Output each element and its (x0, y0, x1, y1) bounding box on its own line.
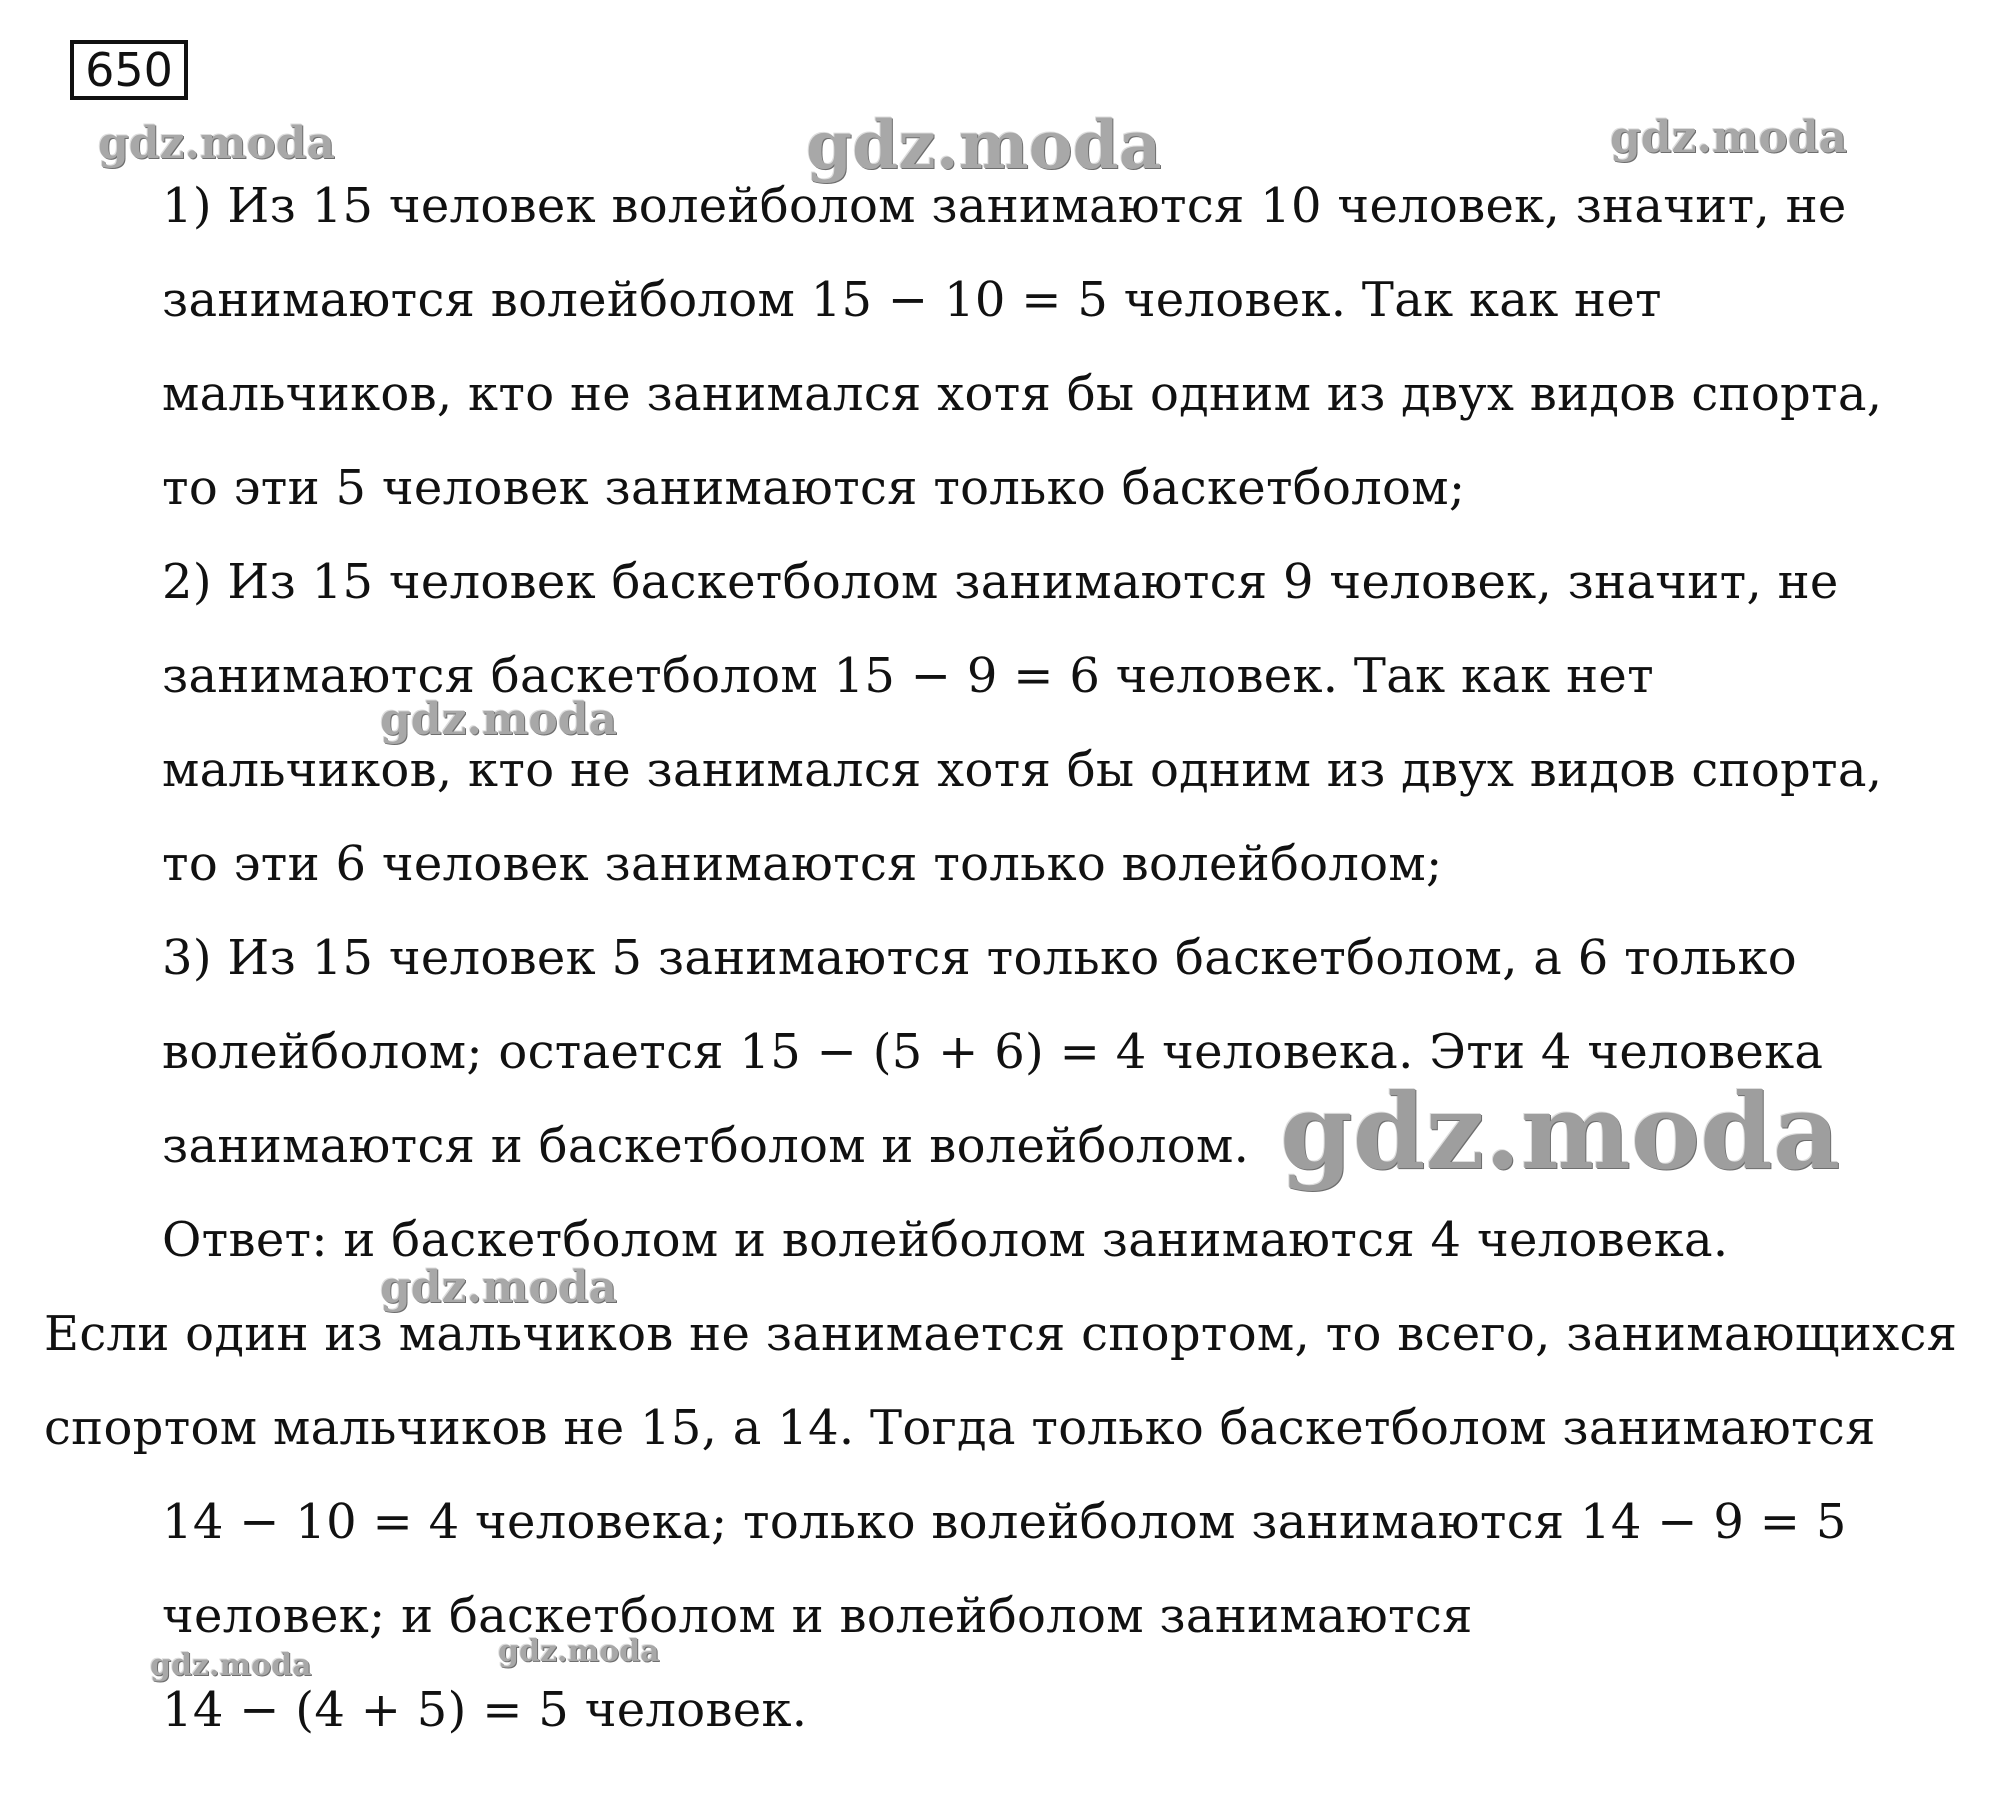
solution-line: то эти 6 человек занимаются только волейболом; (162, 836, 1443, 892)
watermark-logo: gdz.moda (380, 1262, 618, 1313)
watermark-logo: gdz.moda (1280, 1070, 1841, 1193)
watermark-logo: gdz.moda (806, 106, 1162, 184)
watermark-logo: gdz.moda (380, 694, 618, 745)
task-number-box: 650 (70, 40, 188, 100)
solution-line: волейболом; остается 15 − (5 + 6) = 4 человека. Эти 4 человека (162, 1024, 1824, 1080)
solution-line: 2) Из 15 человек баскетболом занимаются 9 человек, значит, не (162, 554, 1839, 610)
solution-line: 14 − 10 = 4 человека; только волейболом занимаются 14 − 9 = 5 (162, 1494, 1847, 1550)
solution-line: занимаются волейболом 15 − 10 = 5 человек. Так как нет (162, 272, 1662, 328)
watermark-logo: gdz.moda (498, 1634, 660, 1669)
solution-line: спортом мальчиков не 15, а 14. Тогда только баскетболом занимаются (44, 1400, 1876, 1456)
watermark-logo: gdz.moda (150, 1648, 312, 1683)
solution-line: мальчиков, кто не занимался хотя бы одним из двух видов спорта, (162, 742, 1883, 798)
solution-line: занимаются и баскетболом и волейболом. (162, 1118, 1250, 1174)
solution-line: 3) Из 15 человек 5 занимаются только баскетболом, а 6 только (162, 930, 1797, 986)
solution-line: занимаются баскетболом 15 − 9 = 6 человек. Так как нет (162, 648, 1654, 704)
solution-line: то эти 5 человек занимаются только баскетболом; (162, 460, 1466, 516)
solution-line: Если один из мальчиков не занимается спортом, то всего, занимающихся (44, 1306, 1958, 1362)
watermark-logo: gdz.moda (98, 118, 336, 169)
solution-line: мальчиков, кто не занимался хотя бы одним из двух видов спорта, (162, 366, 1883, 422)
solution-line: 14 − (4 + 5) = 5 человек. (162, 1682, 808, 1738)
solution-line: человек; и баскетболом и волейболом занимаются (162, 1588, 1473, 1644)
solution-line: 1) Из 15 человек волейболом занимаются 10 человек, значит, не (162, 178, 1847, 234)
watermark-logo: gdz.moda (1610, 112, 1848, 163)
answer-line: Ответ: и баскетболом и волейболом занимаются 4 человека. (162, 1212, 1729, 1268)
